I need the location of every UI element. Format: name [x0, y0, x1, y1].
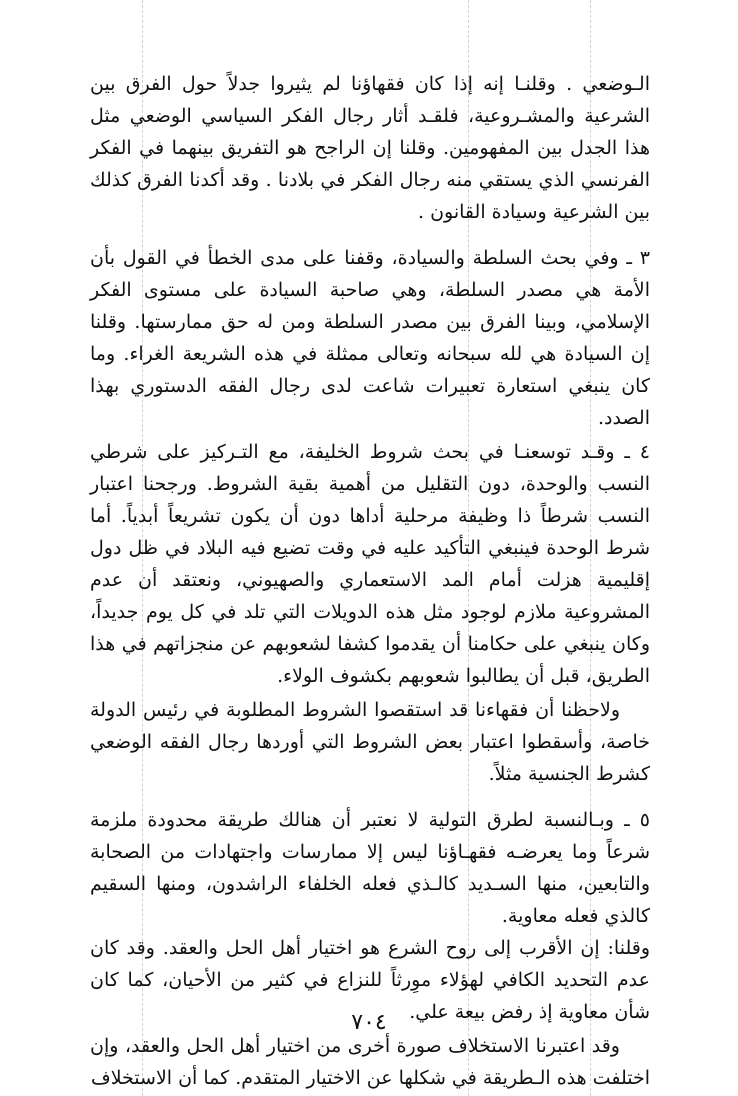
paragraph-point-5: ٥ ـ وبـالنسبة لطرق التولية لا نعتبر أن هنالك طريقة محدودة ملزمة شرعاً وما يعرضـه فقهـاؤنا ليس إلا ممارسات واجتهادات من الصحابة والتابعين، منها السـديد كالـذي فعله الخلفاء الراشدون، ومنها السقيم كالذي فعله معاوية. [90, 809, 650, 927]
paragraph-point-4: ٤ ـ وقـد توسعنـا في بحث شروط الخليفة، مع التـركيز على شرطي النسب والوحدة، دون التقليل من أهمية بقية الشروط. ورجحنا اعتبار النسب شرطاً ذا وظيفة مرحلية أداها دون أن يكون تشريعاً أبدياً. أما شرط الوحدة فينبغي التأكيد عليه في وقت تضيع فيه البلاد في ظل دول إقليمية هزلت أمام المد الاستعماري والصهيوني، ونعتقد أن عدم المشروعية ملازم لوجود مثل هذه الدويلات التي تلد في كل يوم جديداً، وكان ينبغي على حكامنا أن يقدموا كشفا لشعوبهم عن منجزاتهم في هذا الطريق، قبل أن يطالبوا شعوبهم بكشوف الولاء. [90, 441, 650, 687]
page-number: ٧٠٤ [351, 1010, 387, 1035]
paragraph-istikhlaf: وقد اعتبرنا الاستخلاف صورة أخرى من اختيار أهل الحل والعقد، وإن اختلفت هذه الـطريقة في شكلها عن الاختيار المتقدم. كما أن الاستخلاف [90, 1035, 650, 1089]
paragraph-point-4-note: ولاحظنا أن فقهاءنا قد استقصوا الشروط المطلوبة في رئيس الدولة خاصة، وأسقطوا اعتبار بعض الشروط التي أوردها رجال الفقه الوضعي كشرط الجنسية مثلاً. [90, 699, 650, 785]
paragraph-point-3: ٣ ـ وفي بحث السلطة والسيادة، وقفنا على مدى الخطأ في القول بأن الأمة هي مصدر السلطة، وهي صاحبة السيادة على مستوى الفكر الإسلامي، وبينا الفرق بين مصدر السلطة ومن له حق ممارستها. وقلنا إن السيادة هي لله سبحانه وتعالى ممثلة في هذه الشريعة الغراء. وما كان ينبغي استعارة تعبيرات شاعت لدى رجال الفقه الدستوري بهذا الصدد. [90, 247, 650, 429]
paragraph-point-5-continued: وقلنا: إن الأقرب إلى روح الشرع هو اختيار أهل الحل والعقد. وقد كان عدم التحديد الكافي لهؤلاء موِرثاً للنزاع في كثير من الأحيان، كما كان شأن معاوية إذ رفض بيعة علي. [90, 937, 650, 1023]
paragraph-conclusion-2-end: الـوضعي . وقلنـا إنه إذا كان فقهاؤنا لم يثيروا جدلاً حول الفرق بين الشرعية والمشـروعية، فلقـد أثار رجال الفكر السياسي الوضعي مثل هذا الجدل بين المفهومين. وقلنا إن الراجح هو التفريق بينهما في الفكر الفرنسي الذي يستقي منه رجال الفكر في بلادنا . وقد أكدنا الفرق كذلك بين الشرعية وسيادة القانون . [90, 73, 650, 223]
body-text [90, 68, 650, 1094]
